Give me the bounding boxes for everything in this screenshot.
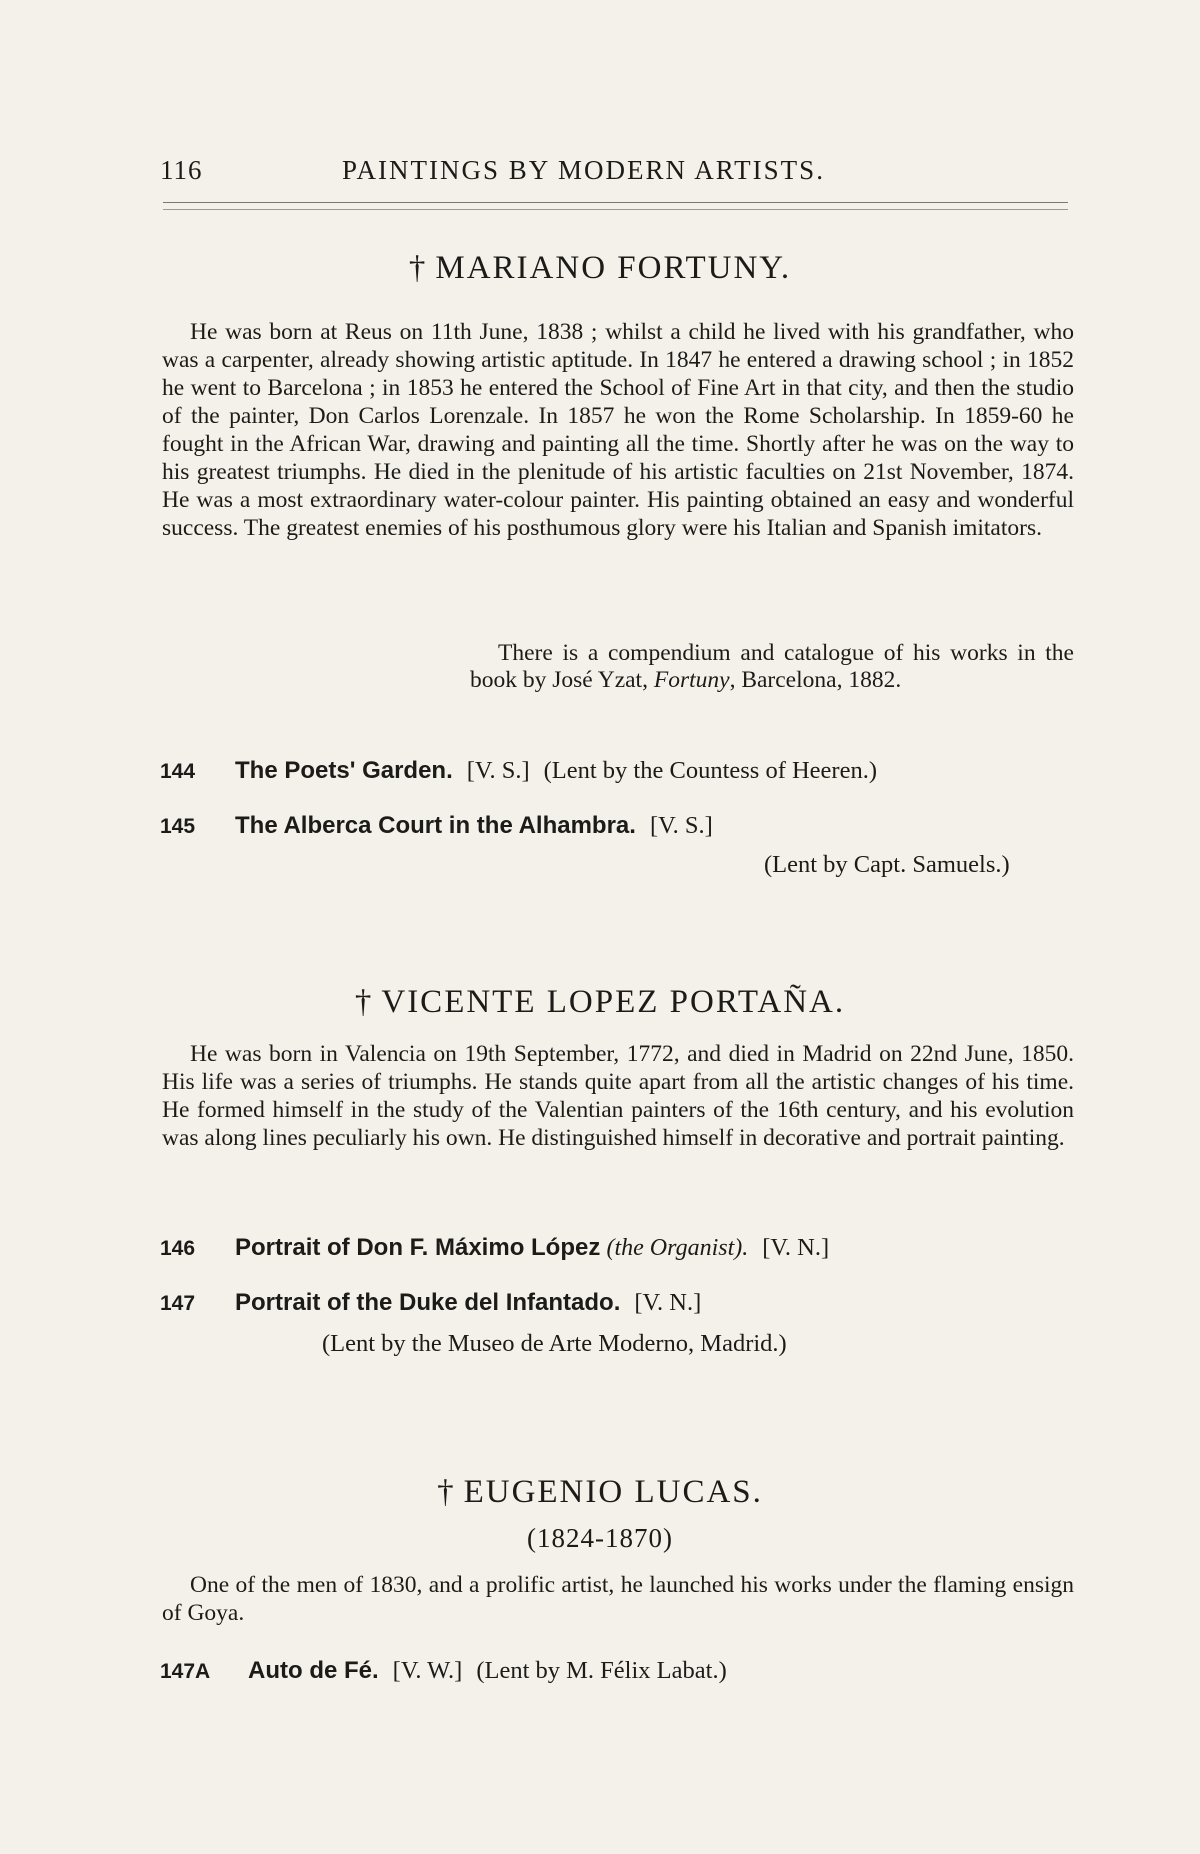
entry-code: [V. W.] xyxy=(392,1657,463,1684)
entry-title: The Poets' Garden. xyxy=(235,757,453,784)
catalogue-entry-144 xyxy=(160,754,1080,789)
entry-code: [V. S.] xyxy=(649,812,713,839)
artist-dates: (1824-1870) xyxy=(527,1523,673,1553)
header-rule xyxy=(163,202,1068,210)
entry-number: 147A xyxy=(160,1660,211,1683)
artist-name: MARIANO FORTUNY. xyxy=(435,250,792,286)
entry-lender: (Lent by Capt. Samuels.) xyxy=(764,851,1010,878)
dagger-icon: † xyxy=(408,250,428,286)
entry-number: 147 xyxy=(160,1292,196,1315)
dagger-icon: † xyxy=(437,1474,456,1510)
bibliography-note xyxy=(470,640,1074,694)
entry-number: 145 xyxy=(160,815,196,838)
artist-name: VICENTE LOPEZ PORTAÑA. xyxy=(381,984,846,1020)
entry-lender: (Lent by the Museo de Arte Moderno, Madrid.) xyxy=(322,1330,787,1357)
note-book-title: Fortuny xyxy=(653,667,730,693)
note-text-end: , Barcelona, 1882. xyxy=(729,667,902,693)
entry-code: [V. S.] xyxy=(466,757,530,784)
artist-bio-lopez: He was born in Valencia on 19th September, 1772, and died in Madrid on 22nd June, 1850. His life was a series of triumphs. He stands quite apart from all the artistic changes of his time. He formed himself in the study of the Valentian painters of the 16th century, and his evolution was along lines peculiarly his own. He distinguished himself in decorative and portrait painting. xyxy=(162,1041,1074,1151)
note-text: There is a compendium and catalogue of his works in the book by José Yzat, xyxy=(470,640,1074,693)
catalogue-entry-147a xyxy=(160,1654,1080,1689)
entry-title-italic: (the Organist). xyxy=(606,1235,749,1261)
catalogue-entry-145 xyxy=(160,809,1080,844)
running-head xyxy=(160,155,1080,195)
entry-title: The Alberca Court in the Alhambra. xyxy=(235,812,636,839)
entry-title: Portrait of Don F. Máximo López xyxy=(235,1234,601,1261)
catalogue-entry-146 xyxy=(160,1231,1080,1266)
artist-bio-lucas: One of the men of 1830, and a prolific artist, he launched his works under the flaming ensign of Goya. xyxy=(162,1572,1074,1626)
artist-heading-lucas xyxy=(0,1474,1200,1511)
entry-number: 146 xyxy=(160,1237,196,1260)
entry-code: [V. N.] xyxy=(762,1234,830,1261)
artist-heading-lopez xyxy=(0,984,1200,1021)
entry-title: Portrait of the Duke del Infantado. xyxy=(235,1289,621,1316)
artist-name: EUGENIO LUCAS. xyxy=(463,1474,763,1510)
catalogue-entry-147 xyxy=(160,1286,1080,1321)
page-number: 116 xyxy=(160,155,203,185)
entry-code: [V. N.] xyxy=(634,1289,702,1316)
entry-number: 144 xyxy=(160,760,196,783)
artist-bio-fortuny: He was born at Reus on 11th June, 1838 ; whilst a child he lived with his grandfather, who was a carpenter, already showing artistic aptitude. In 1847 he entered a drawing school ; in 1852 he went to Barcelona ; in 1853 he entered the School of Fine Art in that city, and then the studio of the painter, Don Carlos Lorenzale. In 1857 he won the Rome Scholarship. In 1859-60 he fought in the African War, drawing and painting all the time. Shortly after he was on the way to his greatest triumphs. He died in the plenitude of his artistic faculties on 21st November, 1874. He was a most extraordinary water-colour painter. His painting obtained an easy and wonderful success. The greatest enemies of his posthumous glory were his Italian and Spanish imitators. xyxy=(162,319,1074,541)
entry-lender: (Lent by M. Félix Labat.) xyxy=(476,1657,727,1684)
running-title: PAINTINGS BY MODERN ARTISTS. xyxy=(342,155,825,185)
artist-heading-fortuny xyxy=(0,250,1200,287)
entry-title: Auto de Fé. xyxy=(248,1657,379,1684)
entry-lender: (Lent by the Countess of Heeren.) xyxy=(543,757,877,784)
dagger-icon: † xyxy=(354,984,374,1020)
